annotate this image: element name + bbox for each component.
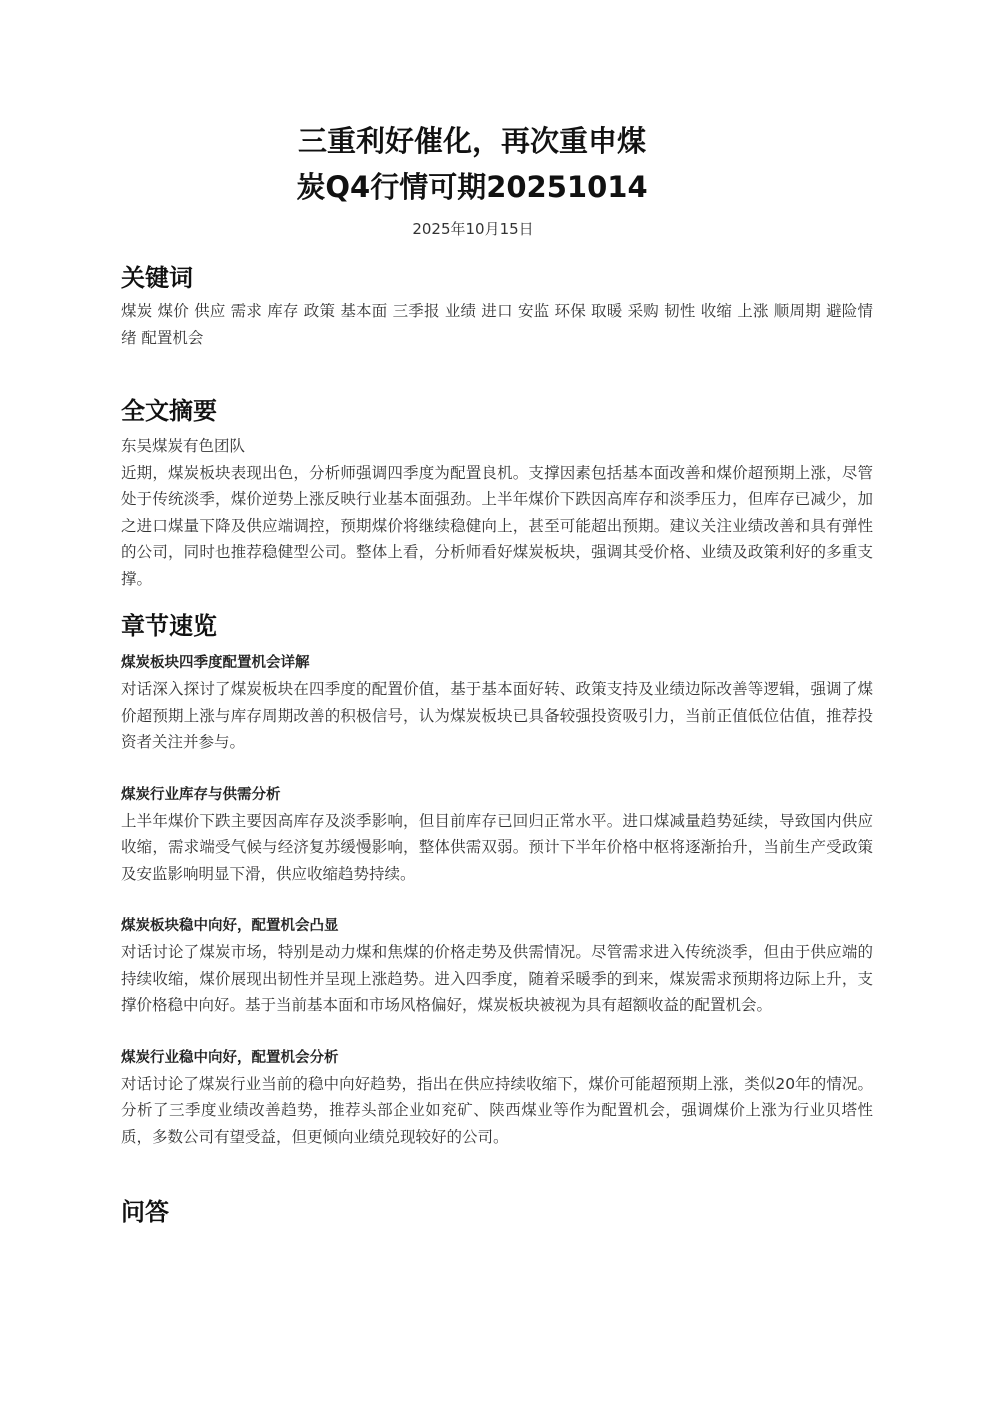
- qa-heading: 问答: [121, 1198, 169, 1226]
- chapter-text: 对话讨论了煤炭市场，特别是动力煤和焦煤的价格走势及供需情况。尽管需求进入传统淡季，但由于供应端的持续收缩，煤价展现出韧性并呈现上涨趋势。进入四季度，随着采暖季的到来，煤炭需求预期将边际上升，支撑价格稳中向好。基于当前基本面和市场风格偏好，煤炭板块被视为具有超额收益的配置机会。: [121, 943, 873, 1014]
- qa-section: [121, 1194, 873, 1230]
- chapter-item: [121, 650, 873, 756]
- keywords-text: 煤炭 煤价 供应 需求 库存 政策 基本面 三季报 业绩 进口 安监 环保 取暖 采购 韧性 收缩 上涨 顺周期 避险情绪 配置机会: [121, 302, 873, 347]
- document-title: [250, 118, 694, 210]
- chapter-title: 煤炭行业库存与供需分析: [121, 786, 281, 803]
- title-line-2: 炭Q4行情可期20251014: [296, 170, 648, 204]
- keywords-heading: 关键词: [121, 264, 193, 292]
- chapter-title: 煤炭板块四季度配置机会详解: [121, 655, 310, 671]
- chapter-item: [121, 1045, 873, 1151]
- summary-source: 东吴煤炭有色团队: [121, 437, 246, 455]
- chapter-title: 煤炭板块稳中向好，配置机会凸显: [121, 918, 339, 934]
- chapter-text: 上半年煤价下跌主要因高库存及淡季影响，但目前库存已回归正常水平。进口煤减量趋势延续，导致国内供应收缩，需求端受气候与经济复苏缓慢影响，整体供需双弱。预计下半年价格中枢将逐渐抬升，当前生产受政策及安监影响明显下滑，供应收缩趋势持续。: [121, 811, 873, 883]
- document-date: 2025年10月15日: [412, 220, 534, 238]
- chapter-item: [121, 913, 873, 1019]
- title-line-1: 三重利好催化，再次重申煤: [297, 124, 646, 158]
- chapter-text: 对话深入探讨了煤炭板块在四季度的配置价值，基于基本面好转、政策支持及业绩边际改善等逻辑，强调了煤价超预期上涨与库存周期改善的积极信号，认为煤炭板块已具备较强投资吸引力，当前正值低位估值，推荐投资者关注并参与。: [121, 680, 873, 751]
- chapter-title: 煤炭行业稳中向好，配置机会分析: [121, 1049, 339, 1066]
- summary-section: [121, 393, 873, 592]
- chapter-text: 对话讨论了煤炭行业当前的稳中向好趋势，指出在供应持续收缩下，煤价可能超预期上涨，类似20年的情况。分析了三季度业绩改善趋势，推荐头部企业如兖矿、陕西煤业等作为配置机会，强调煤价上涨为行业贝塔性质，多数公司有望受益，但更倾向业绩兑现较好的公司。: [121, 1074, 873, 1146]
- chapters-section: [121, 608, 873, 1150]
- document-body: [121, 260, 873, 1230]
- summary-heading: 全文摘要: [121, 397, 217, 425]
- keywords-section: [121, 260, 873, 351]
- chapter-item: [121, 782, 873, 888]
- chapters-heading: 章节速览: [121, 612, 217, 640]
- summary-text: 近期，煤炭板块表现出色，分析师强调四季度为配置良机。支撑因素包括基本面改善和煤价超预期上涨，尽管处于传统淡季，煤价逆势上涨反映行业基本面强劲。上半年煤价下跌因高库存和淡季压力，但库存已减少，加之进口煤量下降及供应端调控，预期煤价将继续稳健向上，甚至可能超出预期。建议关注业绩改善和具有弹性的公司，同时也推荐稳健型公司。整体上看，分析师看好煤炭板块，强调其受价格、业绩及政策利好的多重支撑。: [121, 463, 873, 588]
